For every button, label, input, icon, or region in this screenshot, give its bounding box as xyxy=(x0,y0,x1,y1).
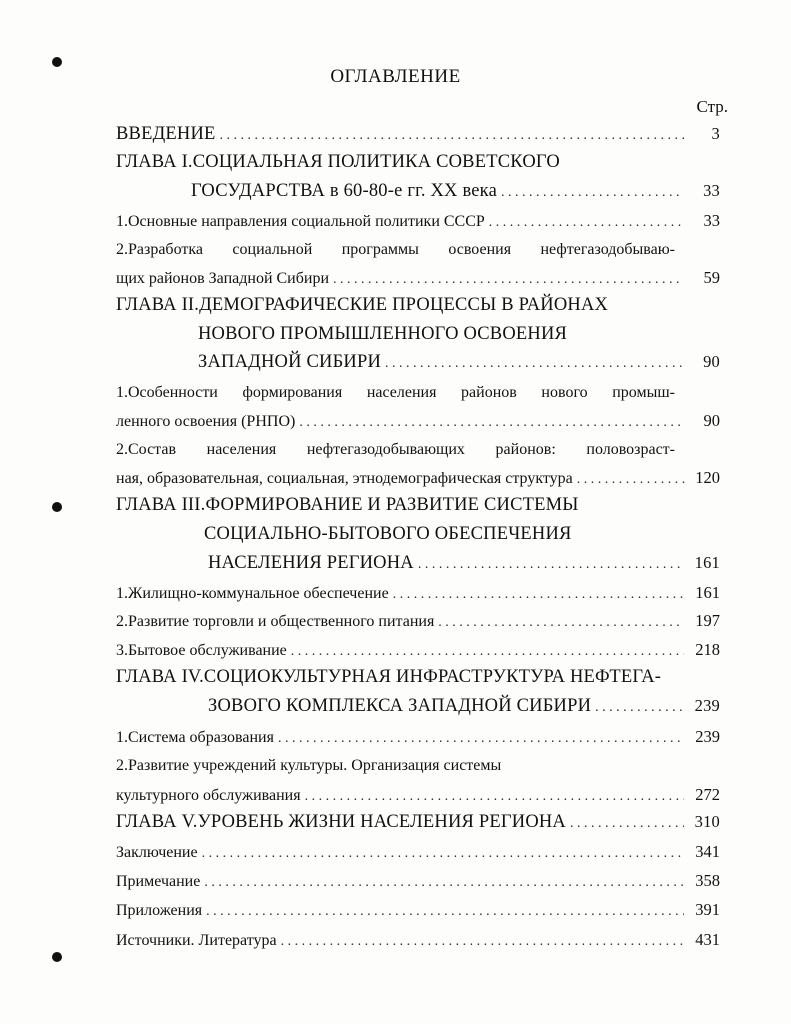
leader-dots xyxy=(489,213,684,233)
toc-chapter-3-heading-cont[interactable] xyxy=(204,524,720,544)
toc-entry-text: 1.Основные направления социальной политики СССР xyxy=(116,213,485,230)
toc-section-2-2-cont[interactable] xyxy=(116,468,720,490)
toc-chapter-2-heading[interactable] xyxy=(116,295,720,315)
leader-dots xyxy=(278,729,684,749)
toc-entry-text: НАСЕЛЕНИЯ РЕГИОНА xyxy=(208,553,414,573)
toc-section-3-2[interactable] xyxy=(116,611,720,633)
toc-entry-text: ГЛАВА IV.СОЦИОКУЛЬТУРНАЯ ИНФРАСТРУКТУРА НЕФТЕГА- xyxy=(116,667,662,687)
leader-dots xyxy=(202,844,684,864)
toc-page-number: 239 xyxy=(695,727,720,746)
leader-dots xyxy=(291,642,684,662)
toc-entry-text: 2.Развитие торговли и общественного питания xyxy=(116,613,435,630)
page-column-label: Стр. xyxy=(696,97,728,116)
toc-entry-text: ЗАПАДНОЙ СИБИРИ xyxy=(198,352,382,372)
leader-dots xyxy=(333,270,684,290)
toc-page-number: 431 xyxy=(695,930,720,949)
toc-chapter-4-heading[interactable] xyxy=(116,667,720,687)
toc-section-3-1[interactable] xyxy=(116,583,720,605)
toc-page-number: 59 xyxy=(703,268,720,287)
toc-entry-text: ная, образовательная, социальная, этнодемографическая структура xyxy=(116,470,573,487)
leader-dots xyxy=(393,585,684,605)
toc-chapter-3-heading[interactable] xyxy=(116,495,720,515)
toc-entry-text: СОЦИАЛЬНО-БЫТОВОГО ОБЕСПЕЧЕНИЯ xyxy=(204,524,572,544)
leader-dots xyxy=(206,902,684,922)
toc-entry-text: щих районов Западной Сибири xyxy=(116,270,329,287)
toc-entry-text: 3.Бытовое обслуживание xyxy=(116,642,287,659)
toc-entry-text: 1.Система образования xyxy=(116,729,274,746)
leader-dots xyxy=(299,413,684,433)
toc-page-number: 120 xyxy=(695,468,720,487)
leader-dots xyxy=(385,354,684,374)
page-title: ОГЛАВЛЕНИЕ xyxy=(330,66,461,87)
leader-dots xyxy=(281,932,684,952)
leader-dots xyxy=(305,787,684,807)
toc-section-2-1-cont[interactable] xyxy=(116,411,720,433)
toc-section-4-2-cont[interactable] xyxy=(116,785,720,807)
toc-entry-text: ВВЕДЕНИЕ xyxy=(116,124,216,144)
toc-page-number: 33 xyxy=(703,211,720,230)
toc-entry-text: Приложения xyxy=(116,902,203,919)
toc-entry-text: ГЛАВА I.СОЦИАЛЬНАЯ ПОЛИТИКА СОВЕТСКОГО xyxy=(116,152,560,172)
toc-chapter-4-heading-cont[interactable] xyxy=(208,696,720,718)
toc-page-number: 218 xyxy=(695,640,720,659)
toc-page-number: 272 xyxy=(695,785,720,804)
toc-entry-text: 2.Развитие учреждений культуры. Организация системы xyxy=(116,757,502,774)
toc-section-1-2[interactable] xyxy=(116,240,675,260)
toc-page-number: 197 xyxy=(695,611,720,630)
toc-entry-text: 1.Особенности формирования населения районов нового промыш- xyxy=(116,384,675,401)
toc-entry-text: ГЛАВА III.ФОРМИРОВАНИЕ И РАЗВИТИЕ СИСТЕМЫ xyxy=(116,495,579,515)
toc-entry-text: 1.Жилищно-коммунальное обеспечение xyxy=(116,585,389,602)
toc-chapter-3-heading-cont[interactable] xyxy=(208,553,720,575)
toc-entry-text: ЗОВОГО КОМПЛЕКСА ЗАПАДНОЙ СИБИРИ xyxy=(208,696,592,716)
leader-dots xyxy=(570,814,684,834)
leader-dots xyxy=(418,555,684,575)
toc-page-number: 90 xyxy=(703,352,720,371)
toc-section-1-1[interactable] xyxy=(116,211,720,233)
leader-dots xyxy=(595,698,684,718)
toc-page-number: 310 xyxy=(694,812,720,831)
toc-section-1-2-cont[interactable] xyxy=(116,268,720,290)
toc-entry-conclusion[interactable] xyxy=(116,842,720,864)
toc-entry-appendices[interactable] xyxy=(116,900,720,922)
toc-entry-text: Примечание xyxy=(116,873,201,890)
toc-section-4-2[interactable] xyxy=(116,756,720,776)
toc-chapter-1-heading-cont[interactable] xyxy=(191,181,720,203)
toc-page-number: 391 xyxy=(695,900,720,919)
leader-dots xyxy=(501,183,684,203)
toc-chapter-5-heading[interactable] xyxy=(116,812,720,834)
toc-chapter-1-heading[interactable] xyxy=(116,152,720,172)
toc-entry-text: НОВОГО ПРОМЫШЛЕННОГО ОСВОЕНИЯ xyxy=(198,324,568,344)
toc-entry-text: 2.Разработка социальной программы освоения нефтегазодобываю- xyxy=(116,241,675,258)
toc-section-2-2[interactable] xyxy=(116,440,675,460)
toc-entry-text: ленного освоения (РНПО) xyxy=(116,413,296,430)
toc-entry-text: Источники. Литература xyxy=(116,932,277,949)
toc-page-number: 33 xyxy=(703,181,720,200)
toc-section-2-1[interactable] xyxy=(116,383,675,403)
punch-hole-mark xyxy=(52,502,62,512)
toc-page-number: 341 xyxy=(695,842,720,861)
toc-page-number: 90 xyxy=(703,411,720,430)
toc-page-number: 3 xyxy=(711,124,720,143)
toc-section-4-1[interactable] xyxy=(116,727,720,749)
toc-entry-text: ГЛАВА V.УРОВЕНЬ ЖИЗНИ НАСЕЛЕНИЯ РЕГИОНА xyxy=(116,812,566,832)
toc-entry-introduction[interactable] xyxy=(116,124,720,146)
leader-dots xyxy=(577,470,686,490)
toc-section-3-3[interactable] xyxy=(116,640,720,662)
toc-entry-sources[interactable] xyxy=(116,930,720,952)
toc-page-number: 358 xyxy=(695,871,720,890)
toc-chapter-2-heading-cont[interactable] xyxy=(198,352,720,374)
leader-dots xyxy=(204,873,684,893)
leader-dots xyxy=(438,613,684,633)
toc-page-number: 161 xyxy=(695,583,720,602)
toc-chapter-2-heading-cont[interactable] xyxy=(198,324,720,344)
toc-entry-notes[interactable] xyxy=(116,871,720,893)
leader-dots xyxy=(220,126,684,146)
toc-entry-text: культурного обслуживания xyxy=(116,787,301,804)
toc-entry-text: ГЛАВА II.ДЕМОГРАФИЧЕСКИЕ ПРОЦЕССЫ В РАЙОНАХ xyxy=(116,295,609,315)
toc-entry-text: 2.Состав населения нефтегазодобывающих районов: половозраст- xyxy=(116,441,675,458)
toc-entry-text: Заключение xyxy=(116,844,198,861)
toc-entry-text: ГОСУДАРСТВА в 60-80-е гг. XX века xyxy=(191,181,497,201)
toc-page-number: 239 xyxy=(694,696,720,715)
toc-page-number: 161 xyxy=(694,553,720,572)
punch-hole-mark xyxy=(52,952,62,962)
